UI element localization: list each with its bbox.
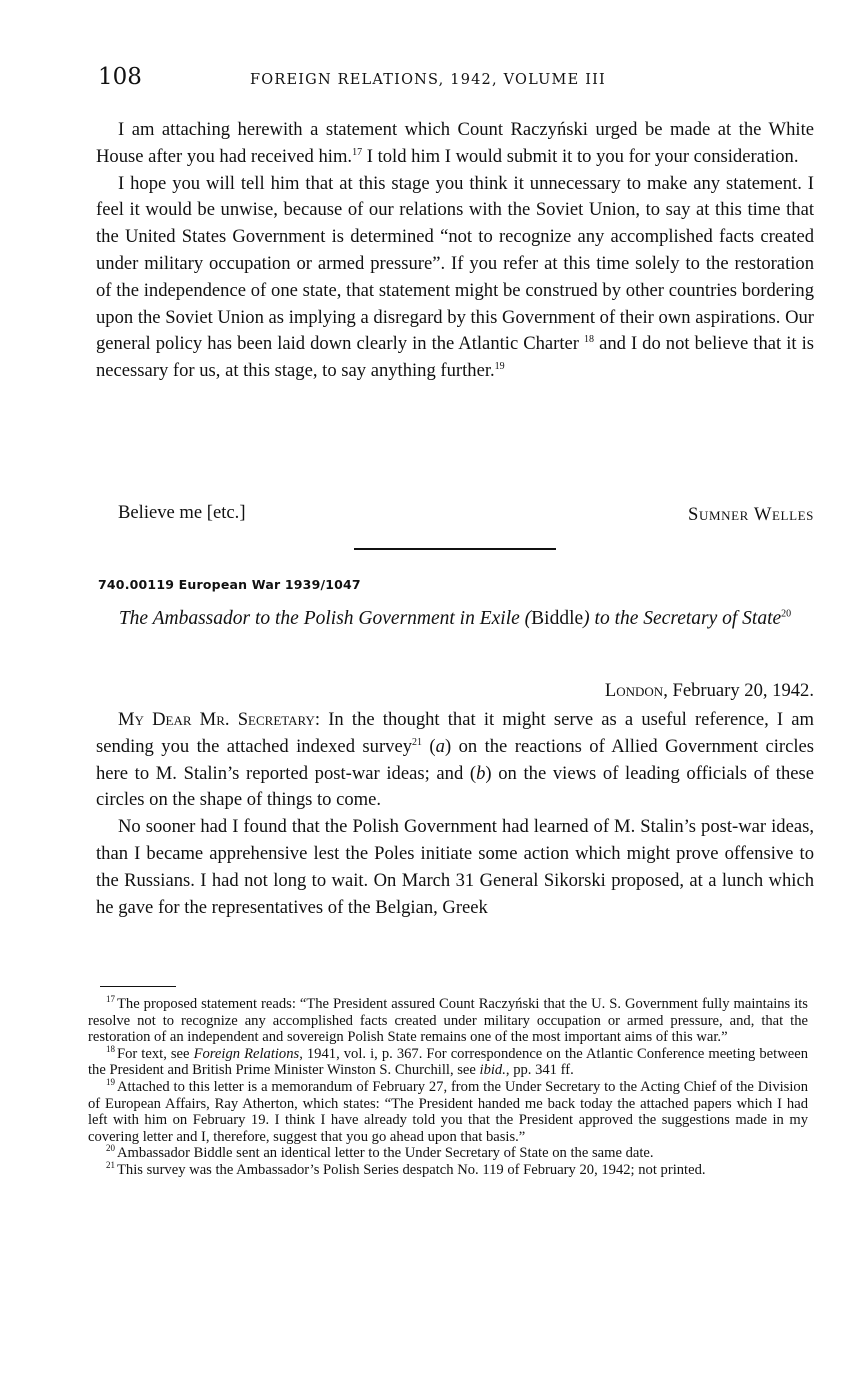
letter2-body xyxy=(96,707,814,921)
place: London xyxy=(604,680,664,701)
footnote-ref: 20 xyxy=(781,608,792,620)
dateline xyxy=(605,680,814,702)
paragraph: I hope you will tell him that at this stage you think it unnecessary to make any statement. I feel it would be unwise, because of our relations with the Soviet Union, to say at this time that the United States Government is determined “not to recognize any accomplished facts created under military occupation or armed pressure”. If you refer at this time solely to the restoration of the independence of one state, that statement might be construed by other countries bordering upon the Soviet Union as implying a disregard by this Government of their own aspirations. Our general policy has been laid down clearly in the Atlantic Charter $^{18}$ and I do not believe that it is necessary for us, at this stage, to say anything further.$^{19}$ xyxy=(96,172,814,382)
footnote-17: $^{17}$ The proposed statement reads: “The President assured Count Raczyński that the U. S. Government fully maintains its resolve not to recognize any accomplished facts created under military occupation or armed pressure, and, that the restoration of an independent and sovereign Polish State remains one of the most important aims of this war.” xyxy=(88,994,808,1046)
footnote-divider xyxy=(100,986,176,987)
footnote-ref: 19 xyxy=(494,360,505,372)
letter-body xyxy=(96,117,814,385)
salutation: My Dear Mr. Secretary xyxy=(118,709,315,730)
paragraph: No sooner had I found that the Polish Government had learned of M. Stalin’s post-war ideas, than I became apprehensive lest the Poles initiate some action which might prove offensive to the Russians. I had not long to wait. On March 31 General Sikorski proposed, at a lunch which he gave for the representatives of the Belgian, Greek xyxy=(96,816,814,918)
paragraph: My Dear Mr. Secretary: In the thought that it might serve as a useful reference, I am sending you the attached indexed survey$^{21}$ (a) on the reactions of Allied Government circles here to M. Stalin’s reported post-war ideas; and (b) on the views of leading officials of these circles on the shape of things to come. xyxy=(96,709,815,811)
file-number: 740.00119 European War 1939/1047 xyxy=(98,577,361,592)
date: , February 20, 1942. xyxy=(663,680,814,701)
section-divider xyxy=(354,548,556,550)
footnote-ref: 21 xyxy=(412,736,422,748)
running-title: FOREIGN RELATIONS, 1942, VOLUME III xyxy=(250,72,606,88)
closing: Believe me [etc.] xyxy=(118,502,246,523)
footnote-20: $^{20}$ Ambassador Biddle sent an identical letter to the Under Secretary of State on the same date. xyxy=(106,1143,654,1162)
page-header xyxy=(98,66,814,98)
footnote-ref: 17 xyxy=(352,146,363,158)
paragraph: I am attaching herewith a statement which Count Raczyński urged be made at the White House after you had received him.$^{17}$ I told him I would submit it to you for your consideration. xyxy=(96,119,814,167)
footnote-19: $^{19}$ Attached to this letter is a memorandum of February 27, from the Under Secretary to the Acting Chief of the Division of European Affairs, Ray Atherton, which states: “The President handed me back today the attached papers which I had left with him on February 19. I think I have already told you that the President approved the suggestions made in my covering letter and I, therefore, suggest that you go ahead upon that basis.” xyxy=(88,1077,808,1145)
footnotes xyxy=(88,996,808,1179)
page-number: 108 xyxy=(98,64,142,90)
document-title: The Ambassador to the Polish Government in Exile (Biddle) to the Secretary of State$^{20}$ xyxy=(118,608,792,629)
footnote-21: $^{21}$ This survey was the Ambassador’s Polish Series despatch No. 119 of February 20, 1942; not printed. xyxy=(106,1160,706,1178)
footnote-18: $^{18}$ For text, see Foreign Relations, 1941, vol. i, p. 367. For correspondence on the Atlantic Conference meeting between the President and British Prime Minister Winston S. Churchill, see ibid., pp. 341 ff. xyxy=(88,1043,809,1079)
signature: Sumner Welles xyxy=(688,504,814,525)
footnote-ref: 18 xyxy=(584,334,595,346)
